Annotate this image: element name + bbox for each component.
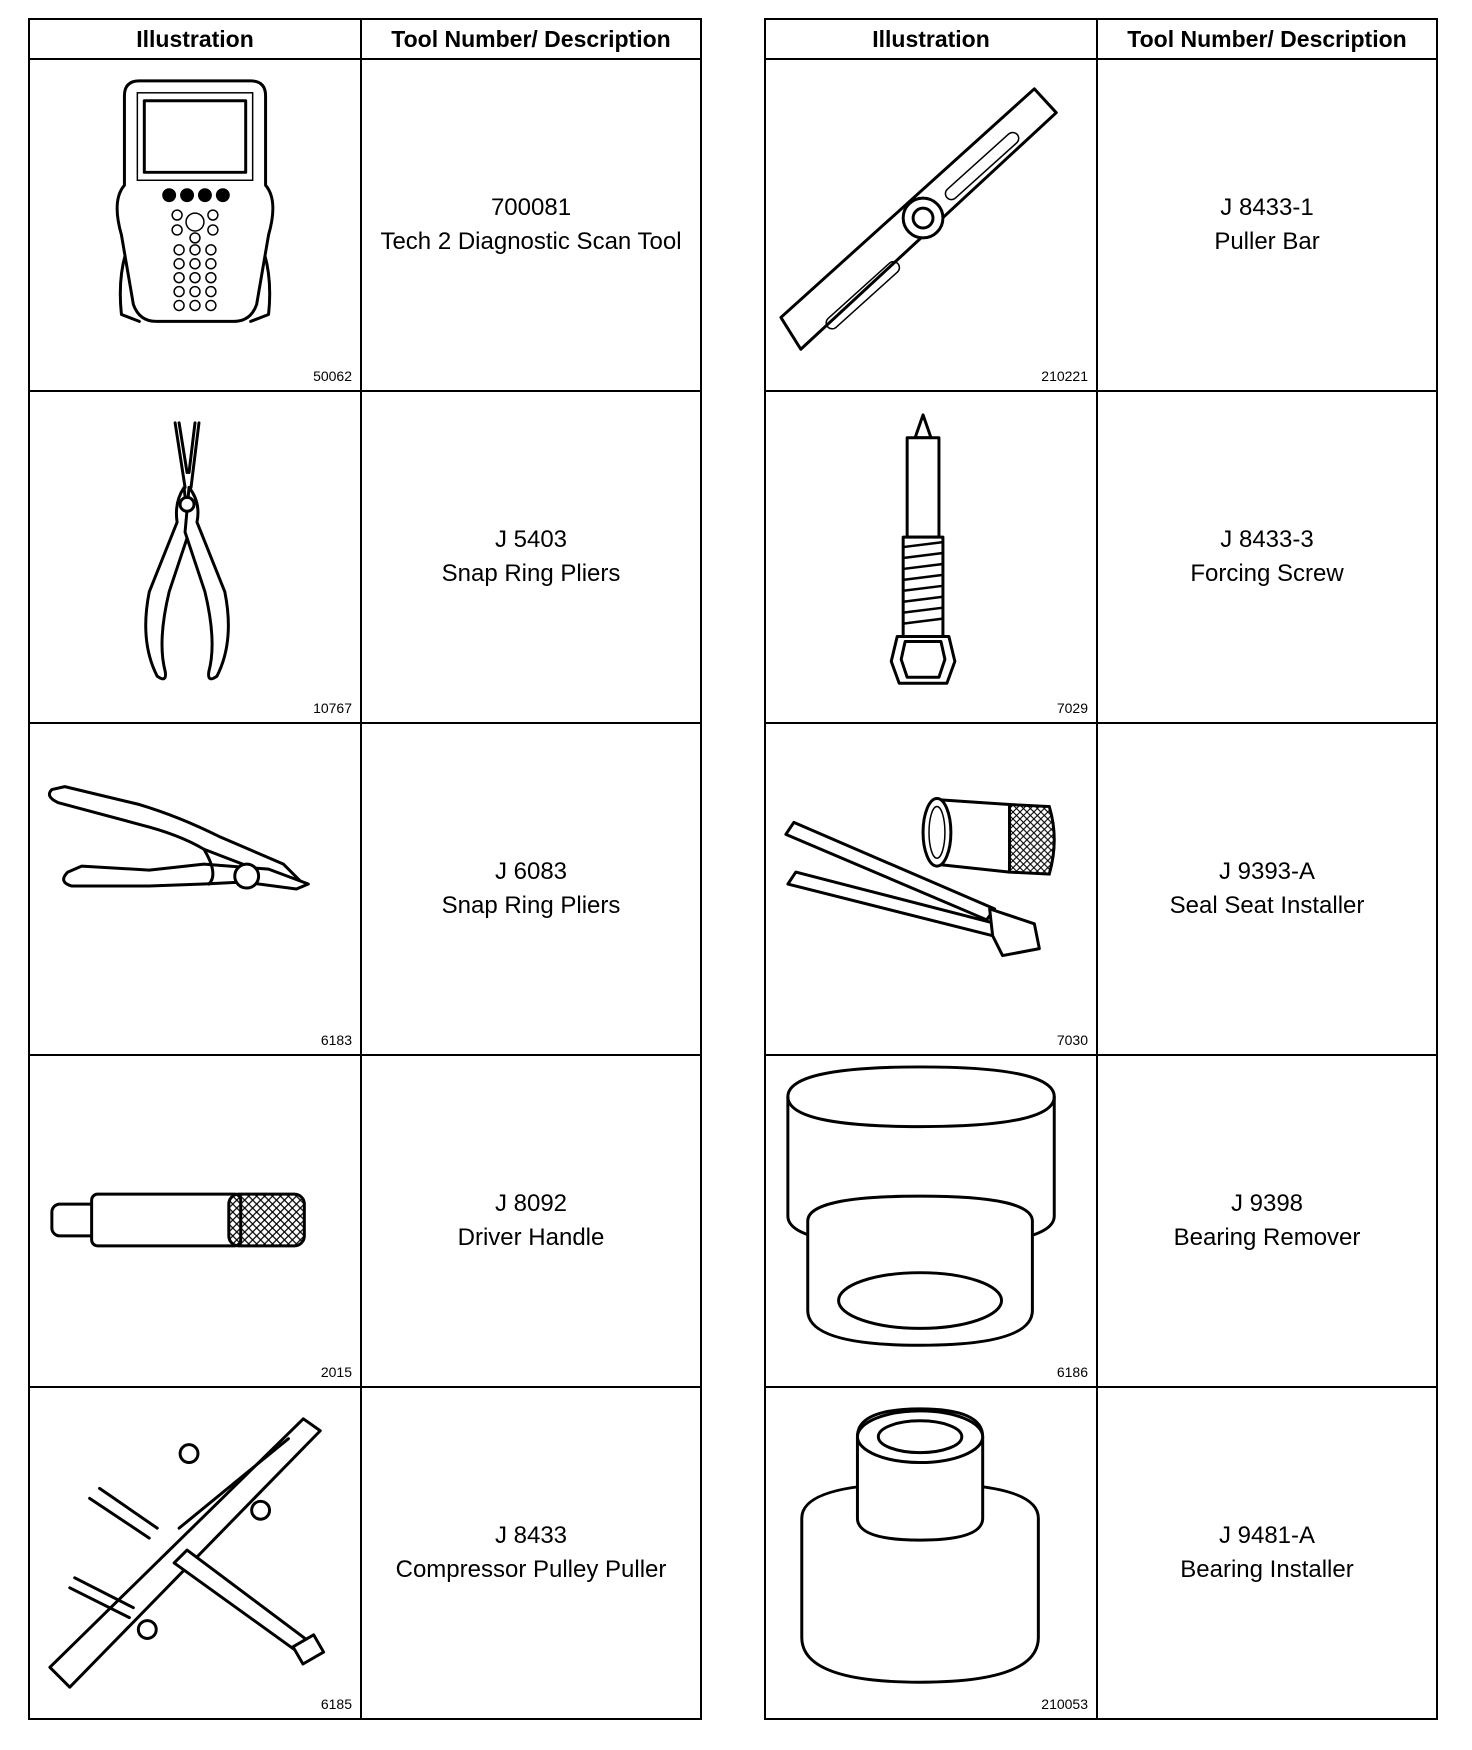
figure-number: 2015	[320, 1364, 352, 1380]
illustration-cell	[29, 1055, 361, 1387]
tool-description: Puller Bar	[1214, 228, 1320, 255]
tool-row	[29, 59, 701, 391]
tool-description: Bearing Installer	[1180, 1556, 1354, 1583]
tool-row	[765, 391, 1437, 723]
tool-description: Snap Ring Pliers	[441, 560, 621, 587]
tool-header: Tool Number/ Description	[1097, 19, 1437, 59]
scan-tool-icon	[30, 60, 360, 390]
figure-number: 210221	[1041, 368, 1088, 384]
header-row	[29, 19, 701, 59]
figure-number: 10767	[313, 700, 352, 716]
tool-number: J 8433-1	[1220, 194, 1314, 221]
tool-description-cell	[1097, 59, 1437, 391]
snap-ring-pliers-icon	[30, 392, 360, 722]
illustration-cell	[29, 1387, 361, 1719]
snap-ring-pliers-side-icon	[30, 724, 360, 1054]
seal-seat-installer-icon	[766, 724, 1096, 1054]
pulley-puller-icon	[30, 1388, 360, 1718]
figure-number: 6185	[320, 1696, 352, 1712]
illustration-cell	[29, 59, 361, 391]
tool-row	[765, 1387, 1437, 1719]
tool-description-cell	[1097, 723, 1437, 1055]
tool-row	[29, 1387, 701, 1719]
illustration-cell	[765, 391, 1097, 723]
tool-row	[29, 723, 701, 1055]
tool-number: J 8092	[494, 1190, 568, 1217]
tool-number: J 9393-A	[1218, 858, 1316, 885]
tool-number: 700081	[490, 194, 572, 221]
tool-description-cell	[1097, 1387, 1437, 1719]
illustration-cell	[765, 1387, 1097, 1719]
illustration-cell	[765, 1055, 1097, 1387]
tool-row	[765, 723, 1437, 1055]
figure-number: 7030	[1056, 1032, 1088, 1048]
tool-number: J 8433-3	[1220, 526, 1314, 553]
illustration-cell	[765, 59, 1097, 391]
tool-table-right	[764, 18, 1438, 1720]
tool-description: Driver Handle	[457, 1224, 605, 1251]
tool-description-cell	[1097, 1055, 1437, 1387]
tool-row	[765, 1055, 1437, 1387]
tool-description: Seal Seat Installer	[1169, 892, 1365, 919]
figure-number: 210053	[1041, 1696, 1088, 1712]
tool-row	[29, 391, 701, 723]
illustration-header: Illustration	[765, 19, 1097, 59]
figure-number: 7029	[1056, 700, 1088, 716]
illustration-header: Illustration	[29, 19, 361, 59]
tool-header: Tool Number/ Description	[361, 19, 701, 59]
tool-number: J 9398	[1230, 1190, 1304, 1217]
illustration-cell	[29, 723, 361, 1055]
tool-number: J 8433	[494, 1522, 568, 1549]
tool-description: Compressor Pulley Puller	[395, 1556, 667, 1583]
forcing-screw-icon	[766, 392, 1096, 722]
bearing-remover-icon	[766, 1056, 1096, 1386]
tool-description-cell	[361, 59, 701, 391]
tool-description: Snap Ring Pliers	[441, 892, 621, 919]
bearing-installer-icon	[766, 1388, 1096, 1718]
tool-description: Tech 2 Diagnostic Scan Tool	[380, 228, 682, 255]
tool-row	[765, 59, 1437, 391]
tool-description-cell	[1097, 391, 1437, 723]
illustration-cell	[29, 391, 361, 723]
tool-number: J 9481-A	[1218, 1522, 1316, 1549]
tool-number: J 5403	[494, 526, 568, 553]
tool-description-cell	[361, 391, 701, 723]
figure-number: 6186	[1056, 1364, 1088, 1380]
illustration-cell	[765, 723, 1097, 1055]
header-row	[765, 19, 1437, 59]
tool-description-cell	[361, 1387, 701, 1719]
tool-description-cell	[361, 723, 701, 1055]
tool-description: Bearing Remover	[1173, 1224, 1361, 1251]
figure-number: 6183	[320, 1032, 352, 1048]
tool-table-left	[28, 18, 702, 1720]
tool-description-cell	[361, 1055, 701, 1387]
puller-bar-icon	[766, 60, 1096, 390]
tool-row	[29, 1055, 701, 1387]
tool-description: Forcing Screw	[1190, 560, 1344, 587]
driver-handle-icon	[30, 1056, 360, 1386]
tool-number: J 6083	[494, 858, 568, 885]
figure-number: 50062	[313, 368, 352, 384]
